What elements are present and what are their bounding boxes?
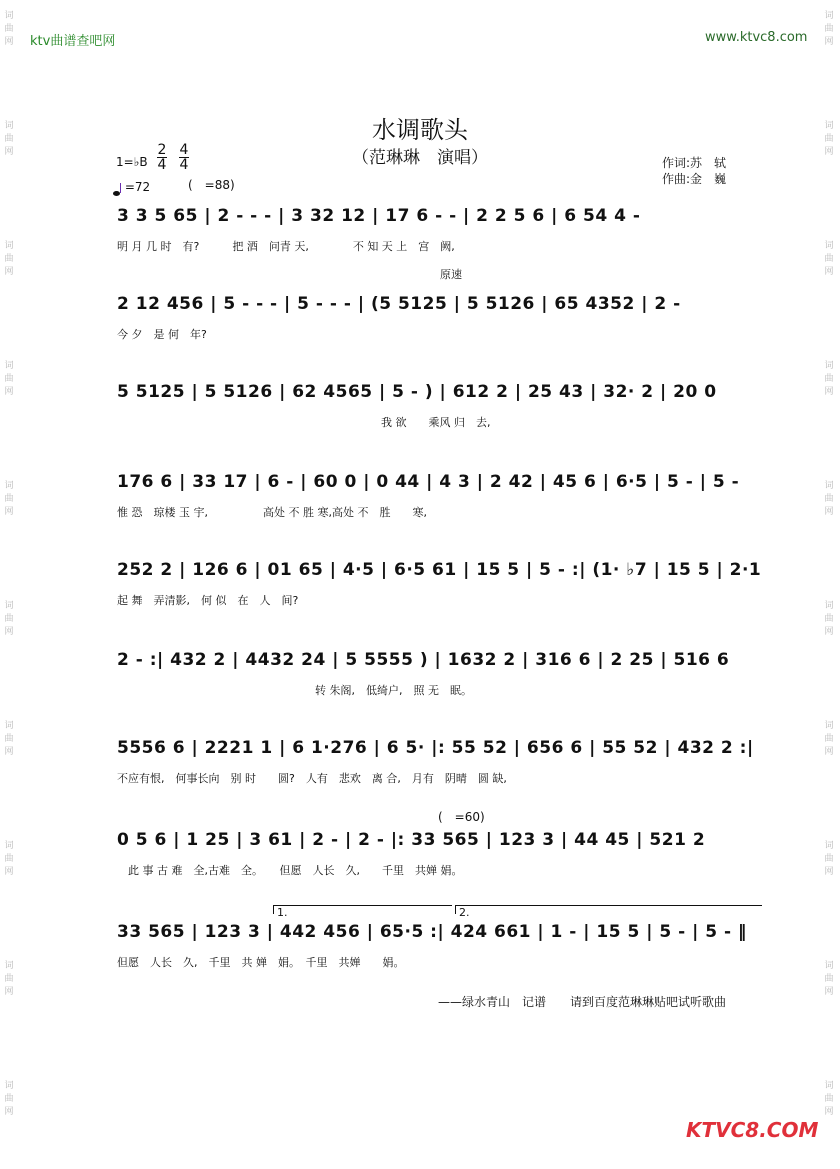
song-subtitle: （范琳琳 演唱） (352, 148, 488, 168)
side-watermark-right: 词 曲 网 (824, 241, 834, 277)
side-watermark-right: 词 曲 网 (824, 361, 834, 397)
side-watermark-left: 词 曲 网 (4, 1081, 14, 1117)
lyricist-credit: 作词:苏 轼 (662, 156, 727, 170)
tempo-mark-yuansu: 原速 (440, 268, 462, 281)
row-notes: 2 12 456 | 5 - - - | 5 - - - | (5 5125 | 5 5126 | 65 4352 | 2 - (117, 294, 681, 314)
meter-top: 2 (157, 142, 167, 158)
side-watermark-right: 词 曲 网 (824, 11, 834, 47)
row-notes: 2 - :| 432 2 | 4432 24 | 5 5555 ) | 1632 2 | 316 6 | 2 25 | 516 6 (117, 650, 730, 670)
side-watermark-left: 词 曲 网 (4, 721, 14, 757)
meter-4-4 (179, 143, 189, 172)
side-watermark-left: 词 曲 网 (4, 481, 14, 517)
quarter-note-icon (116, 183, 121, 193)
row-lyrics: 但愿 人长 久, 千里 共 婵 娟。 千里 共婵 娟。 (117, 956, 405, 969)
tempo-later-value: ( =60) (438, 810, 485, 824)
row-lyrics: 今 夕 是 何 年? (117, 328, 207, 341)
row-lyrics: 不应有恨, 何事长向 别 时 圆? 人有 悲欢 离 合, 月有 阴晴 圆 缺, (117, 772, 507, 785)
side-watermark-left: 词 曲 网 (4, 841, 14, 877)
row-notes: 252 2 | 126 6 | 01 65 | 4·5 | 6·5 61 | 15 5 | 5 - :| (1· ♭7 | 15 5 | 2·1 (117, 560, 762, 580)
side-watermark-right: 词 曲 网 (824, 481, 834, 517)
side-watermark-left: 词 曲 网 (4, 601, 14, 637)
meter-bottom: 4 (157, 157, 167, 173)
tempo-alt (188, 176, 235, 193)
volta-bracket-1 (273, 905, 452, 919)
side-watermark-right: 词 曲 网 (824, 121, 834, 157)
side-watermark-left: 词 曲 网 (4, 961, 14, 997)
side-watermark-left: 词 曲 网 (4, 361, 14, 397)
song-title: 水调歌头 (372, 116, 468, 144)
row-lyrics: 明 月 几 时 有? 把 酒 问青 天, 不 知 天 上 宫 阙, (117, 240, 455, 253)
tempo-main-value: =72 (124, 180, 151, 194)
transcriber-credit: ——绿水青山 记谱 请到百度范琳琳贴吧试听歌曲 (438, 995, 727, 1009)
row-lyrics: 惟 恐 琼楼 玉 宇, 高处 不 胜 寒,高处 不 胜 寒, (117, 506, 427, 519)
row-lyrics: 转 朱阁, 低绮户, 照 无 眠。 (117, 684, 472, 697)
row-lyrics: 起 舞 弄清影, 何 似 在 人 间? (117, 594, 299, 607)
row-notes: 33 565 | 123 3 | 442 456 | 65·5 :| 424 661 | 1 - | 15 5 | 5 - | 5 - ‖ (117, 922, 747, 942)
row-notes: 176 6 | 33 17 | 6 - | 60 0 | 0 44 | 4 3 | 2 42 | 45 6 | 6·5 | 5 - | 5 - (117, 472, 740, 492)
key-signature: 1=♭B (116, 155, 148, 169)
tempo-main (116, 180, 150, 194)
site-name-left[interactable]: ktv曲谱查吧网 (30, 34, 116, 49)
composer-credit: 作曲:金 巍 (662, 172, 727, 186)
row-lyrics: 此 事 古 难 全,古难 全。 但愿 人长 久, 千里 共婵 娟。 (117, 864, 463, 877)
row-notes: 3 3 5 65 | 2 - - - | 3 32 12 | 17 6 - - | 2 2 5 6 | 6 54 4 - (117, 206, 641, 226)
tempo-alt-value: ( =88) (188, 178, 235, 192)
side-watermark-left: 词 曲 网 (4, 241, 14, 277)
row-notes: 5556 6 | 2221 1 | 6 1·276 | 6 5· |: 55 52 | 656 6 | 55 52 | 432 2 :| (117, 738, 754, 758)
meter-top: 4 (179, 142, 189, 158)
side-watermark-right: 词 曲 网 (824, 601, 834, 637)
meter-2-4 (157, 143, 167, 172)
site-url-right[interactable]: www.ktvc8.com (705, 30, 808, 45)
side-watermark-right: 词 曲 网 (824, 1081, 834, 1117)
volta-label-1: 1. (277, 906, 288, 919)
side-watermark-left: 词 曲 网 (4, 121, 14, 157)
tempo-later (438, 808, 485, 825)
side-watermark-right: 词 曲 网 (824, 841, 834, 877)
brand-logo (686, 1118, 818, 1142)
side-watermark-right: 词 曲 网 (824, 721, 834, 757)
volta-bracket-2 (455, 905, 762, 919)
row-notes: 5 5125 | 5 5126 | 62 4565 | 5 - ) | 612 2 | 25 43 | 32· 2 | 20 0 (117, 382, 717, 402)
row-notes: 0 5 6 | 1 25 | 3 61 | 2 - | 2 - |: 33 565 | 123 3 | 44 45 | 521 2 (117, 830, 706, 850)
brand-logo-text: KTVC8.COM (686, 1118, 819, 1142)
meter-bottom: 4 (179, 157, 189, 173)
side-watermark-right: 词 曲 网 (824, 961, 834, 997)
row-lyrics: 我 欲 乘风 归 去, (117, 416, 491, 429)
volta-label-2: 2. (459, 906, 470, 919)
side-watermark-left: 词 曲 网 (4, 11, 14, 47)
